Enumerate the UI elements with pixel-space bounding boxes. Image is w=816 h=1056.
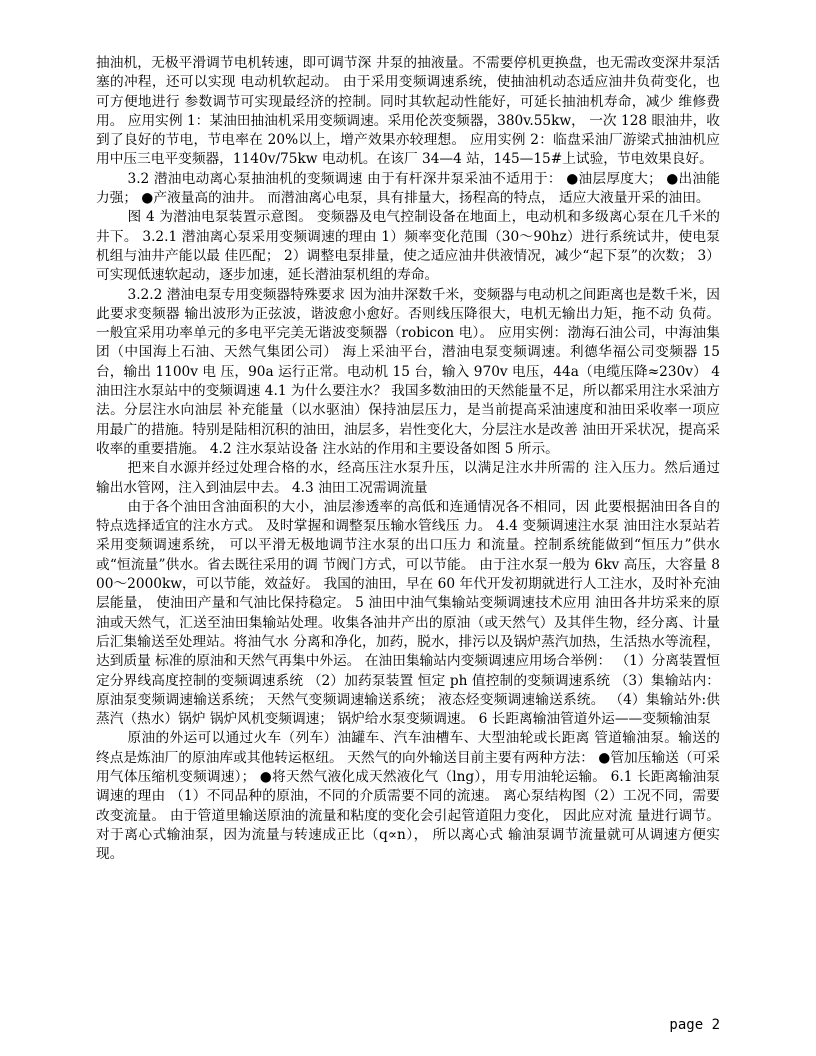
paragraph-oil-pump-speed-control: 抽油机，无极平滑调节电机转速，即可调节深 井泵的抽液量。不需要停机更换盘，也无需改变深井泵活塞的冲程，还可以实现 电动机软起动。 由于采用变频调速系统，使抽油机动态适应油井负荷变化，也可方便地进行 参数调节可实现最经济的控制。同时其软起动性能好，可延长抽油机寿命，减少 维修费用。 应用实例 1：某油田抽油机采用变频调速。采用伦茨变频器，380v.55kw， 一次 128 眼油井，收到了良好的节电，节电率在 20%以上，增产效果亦较理想。 应用实例 2：临盘采油厂游梁式抽油机应用中压三电平变频器，1140v/75kw 电动机。在该厂 34—4 站，145—15#上试验，节电效果良好。 bbox=[96, 55, 720, 168]
paragraph-water-injection-pressure: 把来自水源并经过处理合格的水，经高压注水泵升压，以满足注水井所需的 注入压力。然后通过输出水管网，注入到油层中去。 4.3 油田工况需调流量 bbox=[96, 460, 720, 496]
paragraph-submersible-pump-vfd: 3.2 潜油电动离心泵抽油机的变频调速 由于有杆深井泵采油不适用于： ●油层厚度大； ●出油能力强； ●产液量高的油井。 而潜油离心电泵，具有排量大，扬程高的特点， 适应大液量开采的油田。 bbox=[96, 170, 720, 207]
paragraph-figure-4-reasons: 图 4 为潜油电泵装置示意图。 变频器及电气控制设备在地面上，电动机和多级离心泵在几千米的井下。 3.2.1 潜油离心泵采用变频调速的理由 1）频率变化范围（30～90hz）进行系统试井，使电泵机组与油井产能以最 佳匹配； 2）调整电泵排量，使之适应油井供液情况，减少“起下泵”的次数； 3）可实现低速软起动，逐步加速，延长潜油泵机组的寿命。 bbox=[96, 209, 720, 284]
paragraph-long-distance-pipeline: 原油的外运可以通过火车（列车）油罐车、汽车油槽车、大型油轮或长距离 管道输油泵。输送的终点是炼油厂的原油库或其他转运枢纽。 天然气的向外输送目前主要有两种方法： ●管加压输送（可采用气体压缩机变频调速）； ●将天然气液化成天然液化气（lng），用专用油轮运输。 6.1 长距离输油泵调速的理由 （1）不同品种的原油，不同的介质需要不同的流速。 离心泵结构图（2）工况不同，需要改变流量。 由于管道里输送原油的流量和粘度的变化会引起管道阻力变化， 因此应对流 量进行调节。对于离心式输油泵，因为流量与转速成正比（q∝n）， 所以离心式 输油泵调节流量就可从调速方便实现。 bbox=[96, 730, 720, 863]
paragraph-injection-and-gathering: 由于各个油田含油面积的大小，油层渗透率的高低和连通情况各不相同，因 此要根据油田各自的特点选择适宜的注水方式。 及时掌握和调整泵压输水管线压 力。 4.4 变频调速注水泵 油田注水泵站若采用变频调速系统， 可以平滑无极地调节注水泵的出口压力 和流量。控制系统能做到“恒压力”供水或“恒流量”供水。省去既往采用的调 节阀门方式，可以节能。 由于注水泵一般为 6kv 高压，大容量 800～2000kw，可以节能，效益好。 我国的油田，早在 60 年代开发初期就进行人工注水，及时补充油层能量， 使油田产量和气油比保持稳定。 5 油田中油气集输站变频调速技术应用 油田各井坊采来的原油或天然气，汇送至油田集输站处理。收集各油井产出的原油（或天然气）及其伴生物，经分离、计量后汇集输送至处理站。将油气水 分离和净化，加药，脱水，排污以及锅炉蒸汽加热，生活热水等流程，达到质量 标准的原油和天然气再集中外运。 在油田集输站内变频调速应用场合举例： （1）分离装置恒定分界线高度控制的变频调速系统 （2）加药泵装置 恒定 ph 值控制的变频调速系统 （3）集输站内：原油泵变频调速输送系统； 天然气变频调速输送系统； 液态烃变频调速输送系统。 （4）集输站外:供蒸汽（热水）锅炉 锅炉风机变频调速； 锅炉给水泵变频调速。 6 长距离输油管道外运——变频输油泵 bbox=[96, 498, 721, 728]
paragraph-special-vfd-requirements: 3.2.2 潜油电泵专用变频器特殊要求 因为油井深数千米，变频器与电动机之间距离也是数千米，因此要求变频器 输出波形为正弦波，谐波愈小愈好。否则线压降很大，电机无输出力矩，拖不动 负荷。一般宜采用功率单元的多电平完美无谐波变频器（robicon 电）。 应用实例：渤海石油公司，中海油集团（中国海上石油、天然气集团公司） 海上采油平台，潜油电泵变频调速。利德华福公司变频器 15 台，输出 1100v 电 压，90a 运行正常。电动机 15 台，输入 970v 电压，44a（电缆压降≈230v） 4 油田注水泵站中的变频调速 4.1 为什么要注水？ 我国多数油田的天然能量不足，所以都采用注水采油方法。分层注水向油层 补充能量（以水驱油）保持油层压力，是当前提高采油速度和油田采收率一项应 用最广的措施。特别是陆相沉积的油田，油层多，岩性变化大，分层注水是改善 油田开采状况，提高采收率的重要措施。 4.2 注水泵站设备 注水站的作用和主要设备如图 5 所示。 bbox=[96, 286, 720, 457]
document-body bbox=[96, 54, 720, 864]
page-number: page 2 bbox=[669, 1017, 720, 1033]
